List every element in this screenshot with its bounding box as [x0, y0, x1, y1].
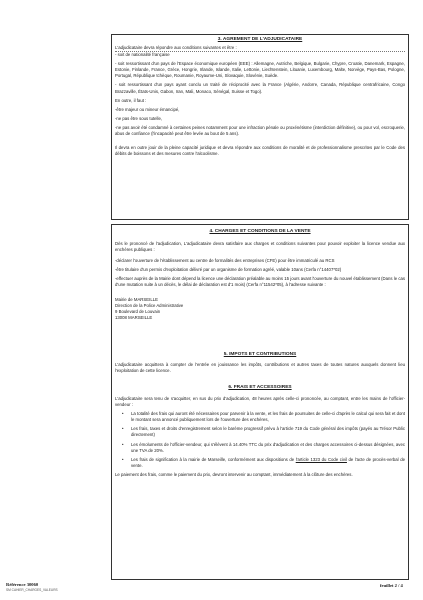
- section-6-closing: Le paiement des frais, comme le paiement du prix, devront intervenir au comptant, immédiatement à la clôture des enchères.: [115, 471, 353, 477]
- section-4-intro: Dès le prononcé de l'adjudication, L'adjudicataire devra satisfaire aux charges et conditions suivantes pour pouvoir exploiter la licence vendue aux enchères publiques :: [115, 241, 405, 253]
- address-line: Direction de la Police Administrative: [115, 302, 184, 308]
- section-5-body: L'adjudicataire acquittera à compter de l'entrée en jouissance les impôts, contributions et autres taxes de toutes natures auxquels donnent lieu l'exploitation de cette licence.: [115, 362, 405, 374]
- section-6-intro: L'adjudicataire sera tenu de s'acquitter, en sus du prix d'adjudication, 48 heures après celle-ci prononcée, au comptant, entre les mains de l'officier-vendeur :: [115, 396, 405, 408]
- sections-4-to-6-box: [111, 224, 409, 580]
- reciprocity-clause: - soit ressortissant d'un pays ayant conclu un traité de réciprocité avec la France (Algérie, Andorre, Canada, République centrafricaine, Congo Brazzaville, États-Unis, Gabon, Iran, Mali, Monaco, Sénégal, Suisse et Togo).: [115, 82, 405, 94]
- divider: [115, 51, 405, 52]
- fees-list-item: • La totalité des frais qui auront été nécessaires pour parvenir à la vente, et les frais de poursuites de celle-ci d'après le calcul qui sera fait et dont le montant sera annoncé publiquement lors de l'ouverture des enchères,: [119, 411, 405, 423]
- permit-clause: -être titulaire d'un permis d'exploitation délivré par un organisme de formation agréé, valable 10ans (Cerfa n°14407*02): [115, 267, 342, 273]
- eee-clause: - soit ressortissant d'un pays de l'Espace économique européen (EEE) : Allemagne, Autriche, Belgique, Bulgarie, Chypre, Croatie, Danemark, Espagne, Estonie, Finlande, France, Grèce, Hongrie, Irlande, Islande, Italie, Lettonie, Liechtenstein, Lituanie, Luxembourg, Malte, Norvège, Pays-Bas, Pologne, Portugal, République tchèque, Roumanie, Royaume-Uni, Slovaquie, Slovénie, Suède.: [115, 61, 405, 79]
- page-number: feuillet 2 / 4: [380, 583, 403, 588]
- nationality-clause: - soit de nationalité française: [115, 52, 170, 58]
- adult-clause: -être majeur ou mineur émancipé,: [115, 106, 180, 112]
- section-3-heading: 3. AGREMENT DE L'ADJUDICATAIRE: [217, 37, 303, 42]
- fees-list-item: [119, 457, 405, 469]
- address-line: Mairie de MARSEILLE: [115, 296, 158, 302]
- also-required-text: En outre, il faut :: [115, 97, 147, 103]
- fees-item-text: Les frais de signification à la mairie de Marseille, conformément aux dispositions de: [131, 456, 296, 462]
- guardianship-clause: -ne pas être sous tutelle,: [115, 115, 163, 121]
- section-6-body: [115, 396, 405, 478]
- section-4-heading: 4. CHARGES ET CONDITIONS DE LA VENTE: [209, 229, 311, 234]
- address-line: 13008 MARSEILLE: [115, 314, 153, 320]
- fees-list-item: • Les frais, taxes et droits d'enregistrement selon le barème progressif prévu à l'article 719 du Code général des impôts (payés au Trésor Public directement): [119, 426, 405, 438]
- cfe-clause: -déclarer l'ouverture de l'établissement au centre de formalités des entreprises (CFE) pour être immatriculé au RCS: [115, 258, 335, 264]
- fees-list: [115, 411, 405, 469]
- file-name: SM CAHIER_CHARGES_VALEURS: [6, 588, 58, 592]
- civil-code-article-link[interactable]: l'article 1323 du Code civil: [295, 456, 347, 462]
- declaration-clause: -effectuer auprès de la Mairie dont dépend la licence une déclaration préalable au moins 15 jours avant l'ouverture du nouvel établissement (Dans le cas d'une mutation suite à un décès, le délai de déclaration est d'1 mois) (Cerfa n°11542*05), à l'adresse suivante :: [115, 276, 406, 288]
- morality-clause: Il devra en outre jouir de la pleine capacité juridique et devra répondre aux conditions de moralité et de professionnalisme prescrites par le Code des débits de boissons et des mesures contre l'alcoolisme.: [115, 145, 405, 157]
- address-line: 9 Boulevard de Louvain: [115, 308, 161, 314]
- section-5-heading: 5. IMPOTS ET CONTRIBUTIONS: [223, 352, 297, 357]
- fees-item-text: de l'acte de procès-verbal de vente.: [131, 456, 405, 468]
- section-agrement-box: [111, 34, 409, 220]
- section-3-body: [115, 45, 405, 157]
- section-4-body: [115, 241, 405, 321]
- fees-list-item: • Les émoluments de l'officier-vendeur, qui s'élèvent à 14.40% TTC du prix d'adjudication et des charges accessoires ci-dessus désignées, avec une TVA de 20%.: [119, 442, 405, 454]
- section-6-heading: 6. FRAIS ET ACCESSOIRES: [228, 385, 292, 390]
- reference-number: Référence 30060: [6, 582, 39, 587]
- mairie-address: [115, 297, 405, 321]
- section-3-intro: L'adjudicataire devra répondre aux conditions suivantes et être :: [115, 45, 237, 50]
- convictions-clause: -ne pas avoir été condamné à certaines peines notamment pour une infraction pénale ou proxénétisme (interdiction définitive), ou pour vol, escroquerie, abus de confiance (l'incapacité peut être levée au bout de 5 ans).: [115, 124, 405, 137]
